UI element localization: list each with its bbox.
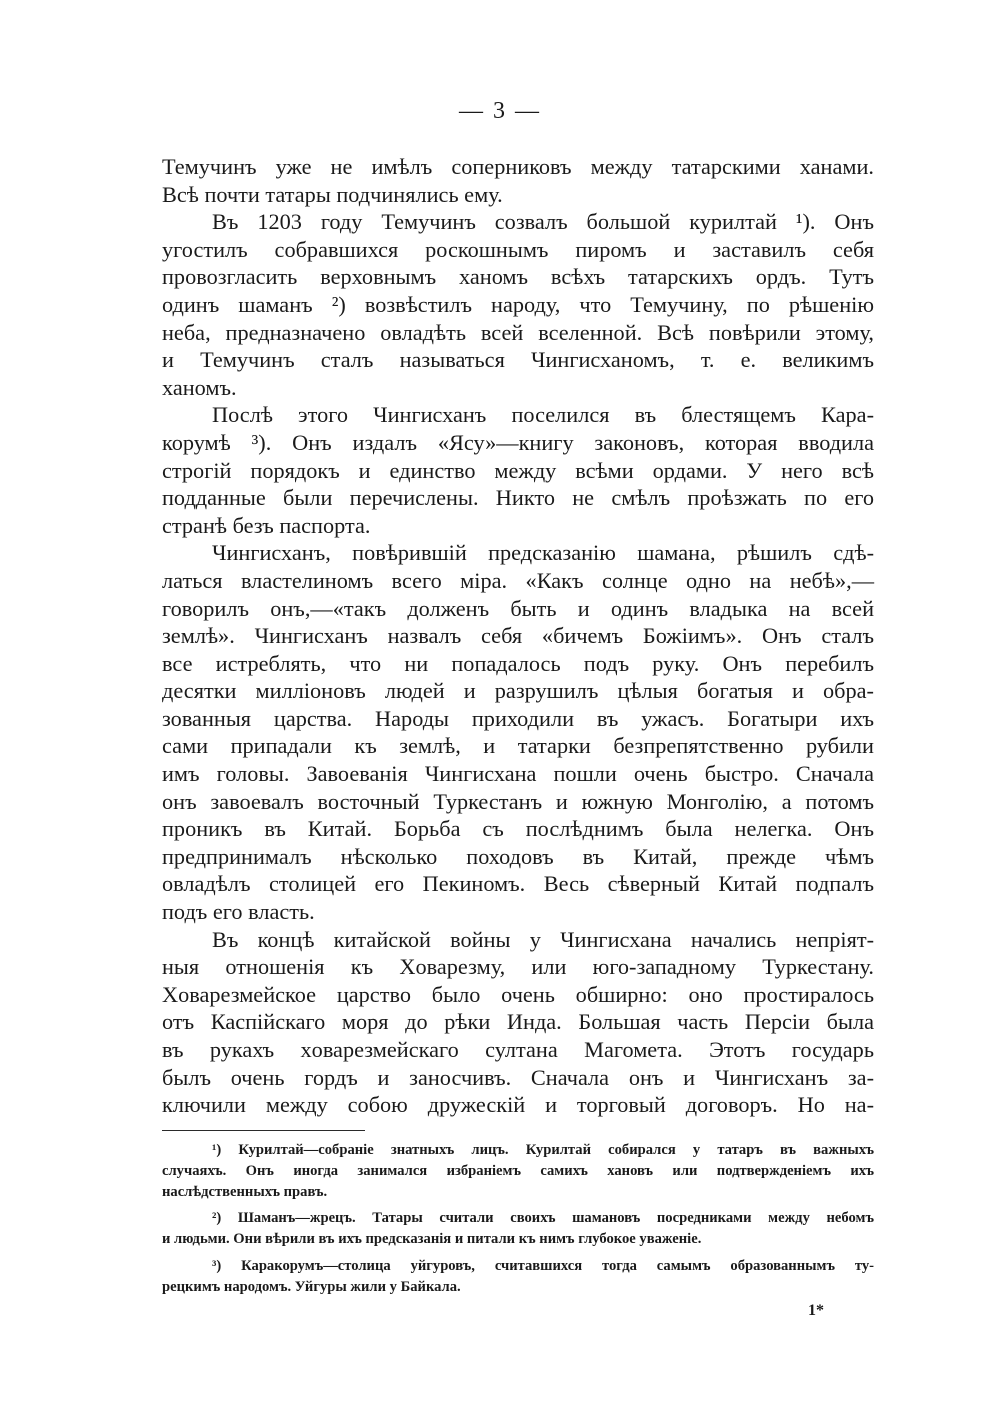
text-line: Темучинъ уже не имѣлъ соперниковъ между татарскими ханами. xyxy=(162,154,874,179)
footnote-line: случаяхъ. Онъ иногда занимался избраніемъ самихъ хановъ или подтвержденіемъ ихъ xyxy=(162,1162,874,1179)
text-line: строгій порядокъ и единство между всѣми ордами. У него всѣ xyxy=(162,457,874,483)
text-line: подъ его власть. xyxy=(162,899,315,925)
footnote-line: рецкимъ народомъ. Уйгуры жили у Байкала. xyxy=(162,1278,461,1295)
footnote-line: ³) Каракорумъ—столица уйгуровъ, считавшихся тогда самымъ образованнымъ ту- xyxy=(212,1257,874,1274)
text-line: Въ 1203 году Темучинъ созвалъ большой курилтай ¹). Онъ xyxy=(212,209,874,235)
page-number: — 3 — xyxy=(459,98,541,124)
text-line: Послѣ этого Чингисханъ поселился въ блестящемъ Кара- xyxy=(212,402,874,428)
text-line: предпринималъ нѣсколько походовъ въ Китай, прежде чѣмъ xyxy=(162,843,874,869)
text-line: латься властелиномъ всего міра. «Какъ солнце одно на небѣ»,— xyxy=(162,567,874,593)
text-line: овладѣлъ столицей его Пекиномъ. Весь сѣверный Китай подпалъ xyxy=(162,871,874,897)
text-line: угостилъ собравшихся роскошнымъ пиромъ и заставилъ себя xyxy=(162,236,874,262)
text-line: имъ головы. Завоеванія Чингисхана пошли очень быстро. Сначала xyxy=(162,761,874,787)
text-line: ключили между собою дружескій и торговый договоръ. Но на- xyxy=(162,1092,874,1118)
text-line: онъ завоевалъ восточный Туркестанъ и южную Монголію, а потомъ xyxy=(162,788,874,814)
text-line: проникъ въ Китай. Борьба съ послѣднимъ была нелегка. Онъ xyxy=(162,816,874,842)
text-line: Въ концѣ китайской войны у Чингисхана начались непріят- xyxy=(212,926,874,952)
body-text xyxy=(162,153,874,1119)
text-line: сами припадали къ землѣ, и татарки безпрепятственно рубили xyxy=(162,733,874,759)
text-line: все истреблять, что ни попадалось подъ руку. Онъ перебилъ xyxy=(162,650,874,676)
text-line: зованныя царства. Народы приходили въ ужасъ. Богатыри ихъ xyxy=(162,705,874,731)
text-line: говорилъ онъ,—«такъ долженъ быть и одинъ владыка на всей xyxy=(162,595,874,621)
signature-mark: 1* xyxy=(808,1302,824,1319)
text-line: Всѣ почти татары подчинялись ему. xyxy=(162,181,503,207)
text-line: десятки милліоновъ людей и разрушилъ цѣлыя богатыя и обра- xyxy=(162,678,874,704)
text-line: неба, предназначено овладѣть всей вселенной. Всѣ повѣрили этому, xyxy=(162,319,874,345)
footnotes xyxy=(162,1140,874,1298)
footnote-line: и людьми. Они вѣрили въ ихъ предсказанія и питали къ нимъ глубокое уваженіе. xyxy=(162,1231,702,1248)
text-line: землѣ». Чингисханъ назвалъ себя «бичемъ Божіимъ». Онъ сталъ xyxy=(162,623,874,649)
text-line: былъ очень гордъ и заносчивъ. Сначала онъ и Чингисханъ за- xyxy=(162,1064,874,1090)
text-line: одинъ шаманъ ²) возвѣстилъ народу, что Темучину, по рѣшенію xyxy=(162,291,874,317)
text-line: въ рукахъ хoварезмейскаго султана Магомета. Этотъ государь xyxy=(162,1037,874,1062)
text-line: провозгласить верховнымъ ханомъ всѣхъ татарскихъ ордъ. Тутъ xyxy=(162,264,874,290)
text-line: ныя отношенія къ Хoварезму, или юго-западному Туркестану. xyxy=(162,954,874,980)
footnote-line: наслѣдственныхъ правъ. xyxy=(162,1183,328,1200)
footnote-line: ²) Шаманъ—жрецъ. Татары считали своихъ шамановъ посредниками между небомъ xyxy=(212,1210,874,1227)
footnote-line: ¹) Курилтай—собраніе знатныхъ лицъ. Курилтай собирался у татаръ въ важныхъ xyxy=(212,1142,874,1158)
text-line: странѣ безъ паспорта. xyxy=(162,512,371,538)
text-line: и Темучинъ сталъ называться Чингисханомъ, т. е. великимъ xyxy=(162,347,874,373)
text-line: отъ Каспійскаго моря до рѣки Инда. Большая часть Персіи была xyxy=(162,1009,874,1035)
text-line: Хoварезмейское царство было очень обширно: оно простиралось xyxy=(162,981,874,1007)
text-line: Чингисханъ, повѣрившій предсказанію шамана, рѣшилъ сдѣ- xyxy=(212,540,874,566)
footnote-divider xyxy=(162,1130,365,1131)
text-line: ханомъ. xyxy=(162,374,237,400)
text-line: подданные были перечислены. Никто не смѣлъ проѣзжать по его xyxy=(162,485,874,511)
text-line: корумѣ ³). Онъ издалъ «Ясу»—книгу законовъ, которая вводила xyxy=(162,429,874,455)
